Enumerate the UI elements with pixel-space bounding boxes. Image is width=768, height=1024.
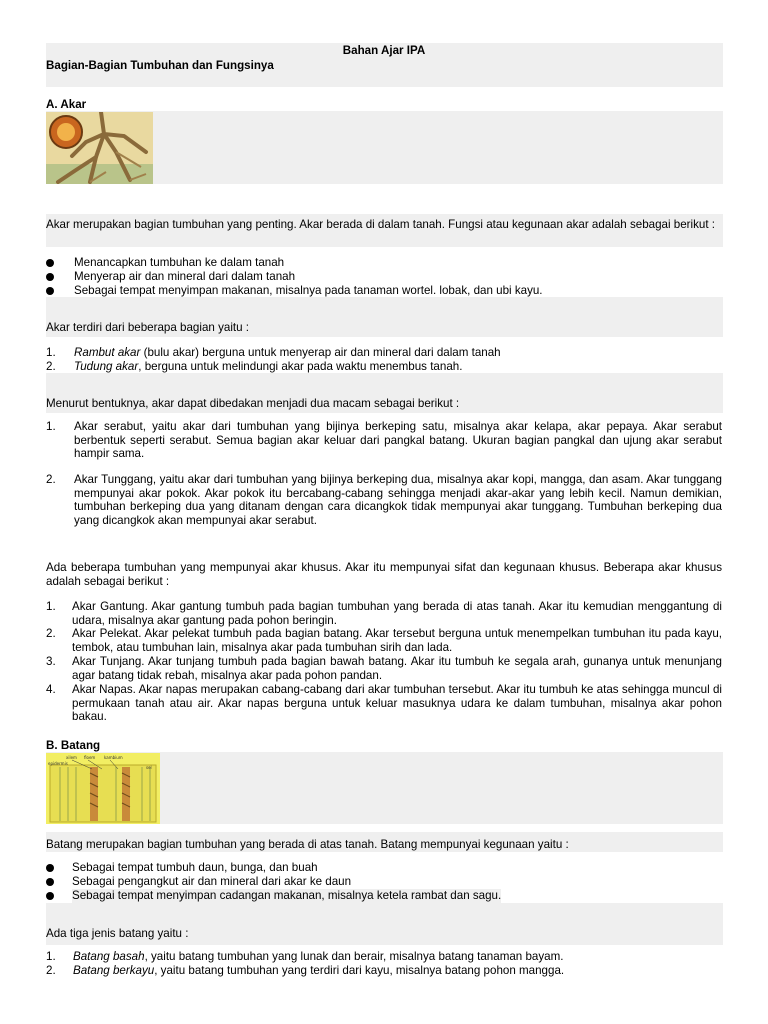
list-number: 2. <box>46 360 56 373</box>
list-number: 1. <box>46 950 56 963</box>
document-subtitle: Bagian-Bagian Tumbuhan dan Fungsinya <box>46 59 274 72</box>
list-number: 1. <box>46 420 56 433</box>
term-batang-basah: Batang basah <box>73 950 145 963</box>
akar-special-1: Akar Gantung. Akar gantung tumbuh pada bagian tumbuhan yang berada di atas tanah. Akar itu kemudian menggantung di udara, misalnya akar gantung pada pohon beringin. <box>72 600 722 627</box>
batang-function-2: Sebagai pengangkut air dan mineral dari akar ke daun <box>72 875 352 888</box>
list-item <box>46 346 722 360</box>
akar-shape-2: Akar Tunggang, yaitu akar dari tumbuhan yang bijinya berkeping dua, misalnya akar kopi, mangga, dan asam. Akar tunggang mempunyai akar pokok. Akar pokok itu bercabang-cabang sehingga menjadi akar-akar yang lebih kecil. Namun demikian, tumbuhan berkeping dua yang ditanam dengan cara dicangkok tidak mempunyai akar tunggang. Tumbuhan berkeping dua yang dicangkok akan mempunyai akar serabut. <box>74 473 722 527</box>
list-item <box>46 256 722 270</box>
list-item <box>46 964 722 978</box>
batang-intro: Batang merupakan bagian tumbuhan yang berada di atas tanah. Batang mempunyai kegunaan yaitu : <box>46 838 569 851</box>
list-item <box>46 284 722 298</box>
list-item <box>46 875 722 889</box>
akar-parts-intro: Akar terdiri dari beberapa bagian yaitu : <box>46 321 250 334</box>
akar-shape-1: Akar serabut, yaitu akar dari tumbuhan yang bijinya berkeping satu, misalnya akar kelapa, akar pepaya. Akar serabut berbentuk seperti serabut. Semua bagian akar keluar dari pangkal batang. Ukuran bagian pangkal dan ujung akar serabut hampir sama. <box>74 420 722 461</box>
list-item <box>46 683 722 724</box>
list-number: 1. <box>46 346 56 359</box>
batang-type-1-text: , yaitu batang tumbuhan yang lunak dan berair, misalnya batang tanaman bayam. <box>144 950 564 963</box>
list-item <box>46 950 722 964</box>
diagram-label: sel <box>146 765 152 770</box>
batang-function-3: Sebagai tempat menyimpan cadangan makanan, misalnya ketela rambat dan sagu. <box>72 889 502 902</box>
batang-type-2-text: , yaitu batang tumbuhan yang terdiri dari kayu, misalnya batang pohon mangga. <box>154 964 565 977</box>
section-heading-batang: B. Batang <box>46 739 101 752</box>
list-item <box>46 360 722 374</box>
diagram-label: floem <box>84 755 96 760</box>
akar-special-2: Akar Pelekat. Akar pelekat tumbuh pada bagian batang. Akar tersebut berguna untuk menempelkan tumbuhan itu pada kayu, tembok, atau tumbuhan lain, misalnya akar pada tumbuhan sirih dan lada. <box>72 627 722 654</box>
list-item <box>46 627 722 654</box>
section-heading-akar: A. Akar <box>46 98 87 111</box>
document-title: Bahan Ajar IPA <box>342 44 426 57</box>
list-number: 1. <box>46 600 56 613</box>
list-number: 4. <box>46 683 56 696</box>
list-number: 3. <box>46 655 56 668</box>
root-illustration <box>46 112 153 184</box>
akar-function-2: Menyerap air dan mineral dari dalam tanah <box>74 270 296 283</box>
diagram-label: epidermis <box>48 761 68 766</box>
bullet-icon <box>46 259 54 267</box>
term-rambut-akar: Rambut akar <box>74 346 141 359</box>
list-number: 2. <box>46 473 56 486</box>
batang-function-1: Sebagai tempat tumbuh daun, bunga, dan buah <box>72 861 318 874</box>
akar-special-3: Akar Tunjang. Akar tunjang tumbuh pada bagian bawah batang. Akar itu tumbuh ke segala arah, gunanya untuk menunjang agar batang tidak rebah, misalnya akar pada pohon pandan. <box>72 655 722 682</box>
list-item <box>46 600 722 627</box>
akar-shape-intro: Menurut bentuknya, akar dapat dibedakan menjadi dua macam sebagai berikut : <box>46 397 460 410</box>
akar-special-4: Akar Napas. Akar napas merupakan cabang-cabang dari akar tumbuhan tersebut. Akar itu tumbuh ke atas sehingga muncul di permukaan tanah atau air. Akar napas berguna untuk keluar masuknya udara ke dalam tumbuhan, misalnya akar pohon bakau. <box>72 683 722 724</box>
akar-function-3: Sebagai tempat menyimpan makanan, misalnya pada tanaman wortel. lobak, dan ubi kayu. <box>74 284 543 297</box>
akar-part-2-text: , berguna untuk melindungi akar pada waktu menembus tanah. <box>138 360 463 373</box>
term-batang-berkayu: Batang berkayu <box>73 964 155 977</box>
list-item <box>46 473 722 527</box>
list-item <box>46 655 722 682</box>
bullet-icon <box>46 273 54 281</box>
akar-function-1: Menancapkan tumbuhan ke dalam tanah <box>74 256 285 269</box>
bullet-icon <box>46 892 54 900</box>
akar-intro: Akar merupakan bagian tumbuhan yang penting. Akar berada di dalam tanah. Fungsi atau kegunaan akar adalah sebagai berikut : <box>46 218 716 231</box>
stem-cross-section-diagram <box>46 753 160 824</box>
term-tudung-akar: Tudung akar <box>74 360 139 373</box>
list-item <box>46 889 722 903</box>
diagram-label: kambium <box>104 755 123 760</box>
batang-types-intro: Ada tiga jenis batang yaitu : <box>46 927 189 940</box>
bullet-icon <box>46 878 54 886</box>
list-item <box>46 270 722 284</box>
list-number: 2. <box>46 964 56 977</box>
bullet-icon <box>46 864 54 872</box>
akar-part-1-text: (bulu akar) berguna untuk menyerap air dan mineral dari dalam tanah <box>140 346 501 359</box>
diagram-label: xilem <box>66 755 77 760</box>
akar-special-intro: Ada beberapa tumbuhan yang mempunyai akar khusus. Akar itu mempunyai sifat dan kegunaan khusus. Beberapa akar khusus adalah sebagai berikut : <box>46 561 722 588</box>
bullet-icon <box>46 287 54 295</box>
list-number: 2. <box>46 627 56 640</box>
list-item <box>46 861 722 875</box>
list-item <box>46 420 722 461</box>
